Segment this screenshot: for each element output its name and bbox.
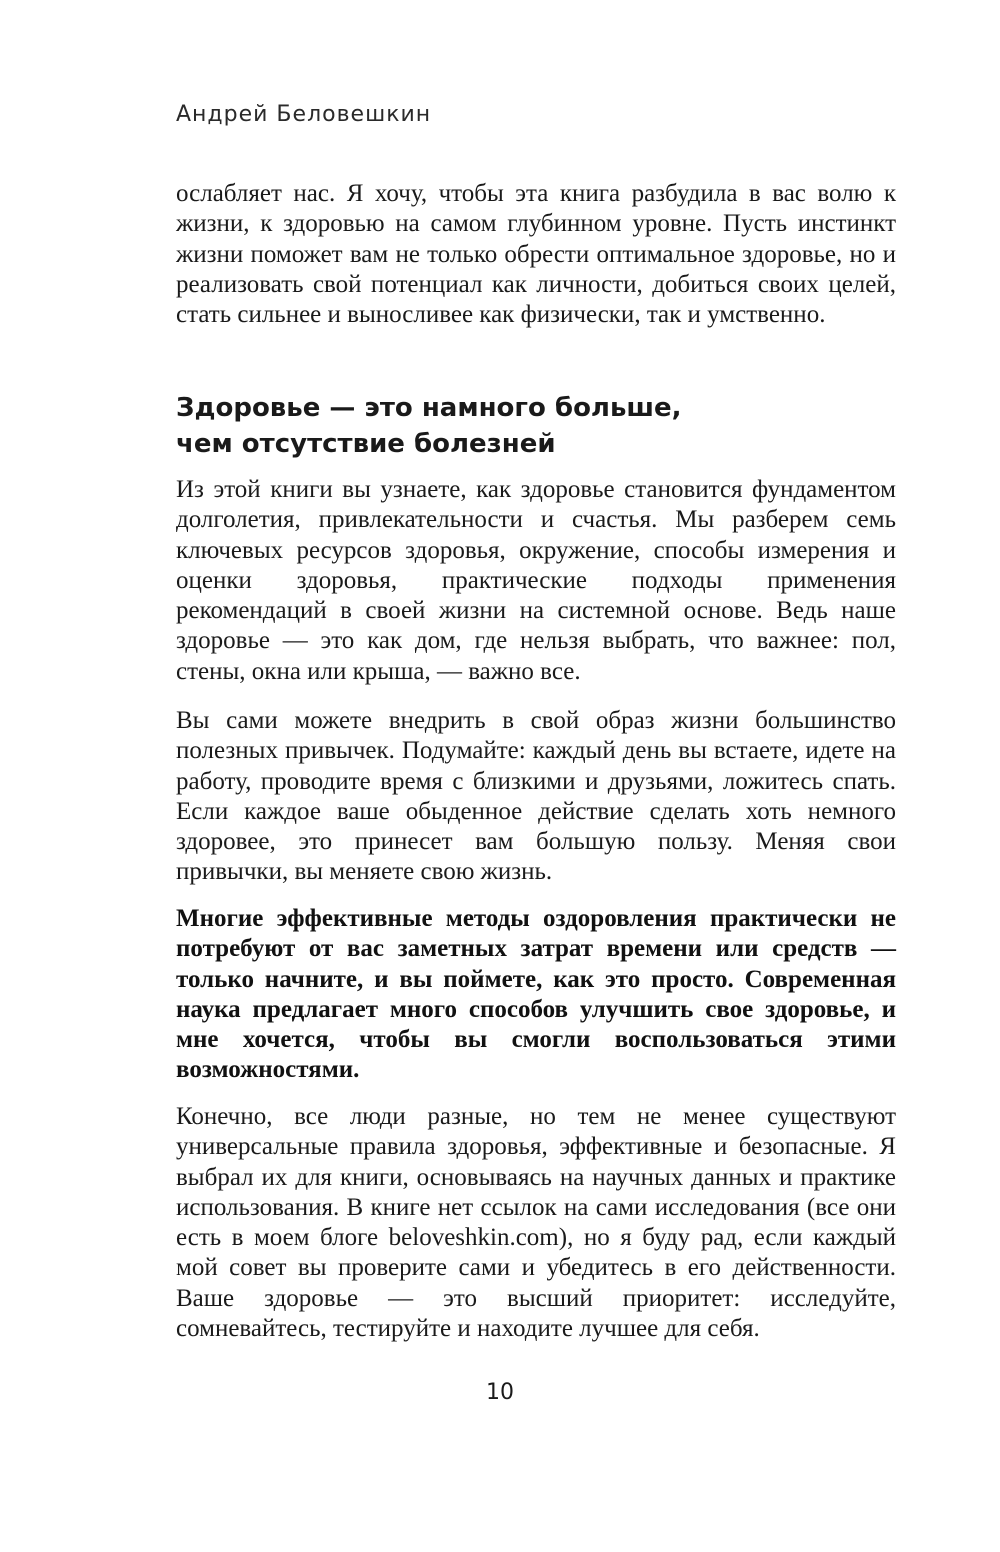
paragraph-emphasis: Многие эффективные методы оздоровления практически не потребуют от вас заметных затрат времени или средств — только начните, и вы поймете, как это просто. Современная наука предлагает много способов улучшить свое здоровье, и мне хочется, чтобы вы смогли воспользоваться этими возможностями. — [176, 905, 896, 1084]
paragraph-habits: Вы сами можете внедрить в свой образ жизни большинство полезных привычек. Подумайте: каждый день вы встаете, идете на работу, проводите время с близкими и друзьями, ложитесь спать. Если каждое ваше обыденное действие сделать хоть немного здоровее, это принесет вам большую пользу. Меняя свои привычки, вы меняете свою жизнь. — [176, 707, 896, 886]
section-title-line-2: чем отсутствие болезней — [176, 429, 556, 459]
intro-paragraph: ослабляет нас. Я хочу, чтобы эта книга разбудила в вас волю к жизни, к здоровью на самом глубинном уровне. Пусть инстинкт жизни поможет вам не только обрести оптимальное здоровье, но и реализовать свой потенциал как личности, добиться своих целей, стать сильнее и выносливее как физически, так и умственно. — [176, 180, 896, 329]
section-title — [176, 390, 896, 462]
page-number: 10 — [486, 1380, 514, 1405]
section-title-line-1: Здоровье — это намного больше, — [176, 393, 682, 423]
paragraph-rules: Конечно, все люди разные, но тем не менее существуют универсальные правила здоровья, эффективные и безопасные. Я выбрал их для книги, основываясь на научных данных и практике использования. В книге нет ссылок на сами исследования (все они есть в моем блоге beloveshkin.com), но я буду рад, если каждый мой совет вы проверите сами и убедитесь в его действенности. Ваше здоровье — это высший приоритет: исследуйте, сомневайтесь, тестируйте и находите лучшее для себя. — [176, 1103, 896, 1343]
paragraph-foundation: Из этой книги вы узнаете, как здоровье становится фундаментом долголетия, привлекательности и счастья. Мы разберем семь ключевых ресурсов здоровья, окружение, способы измерения и оценки здоровья, практические подходы применения рекомендаций в своей жизни на системной основе. Ведь наше здоровье — это как дом, где нельзя выбрать, что важнее: пол, стены, окна или крыша, — важно все. — [176, 476, 896, 685]
running-head-author: Андрей Беловешкин — [176, 102, 432, 127]
